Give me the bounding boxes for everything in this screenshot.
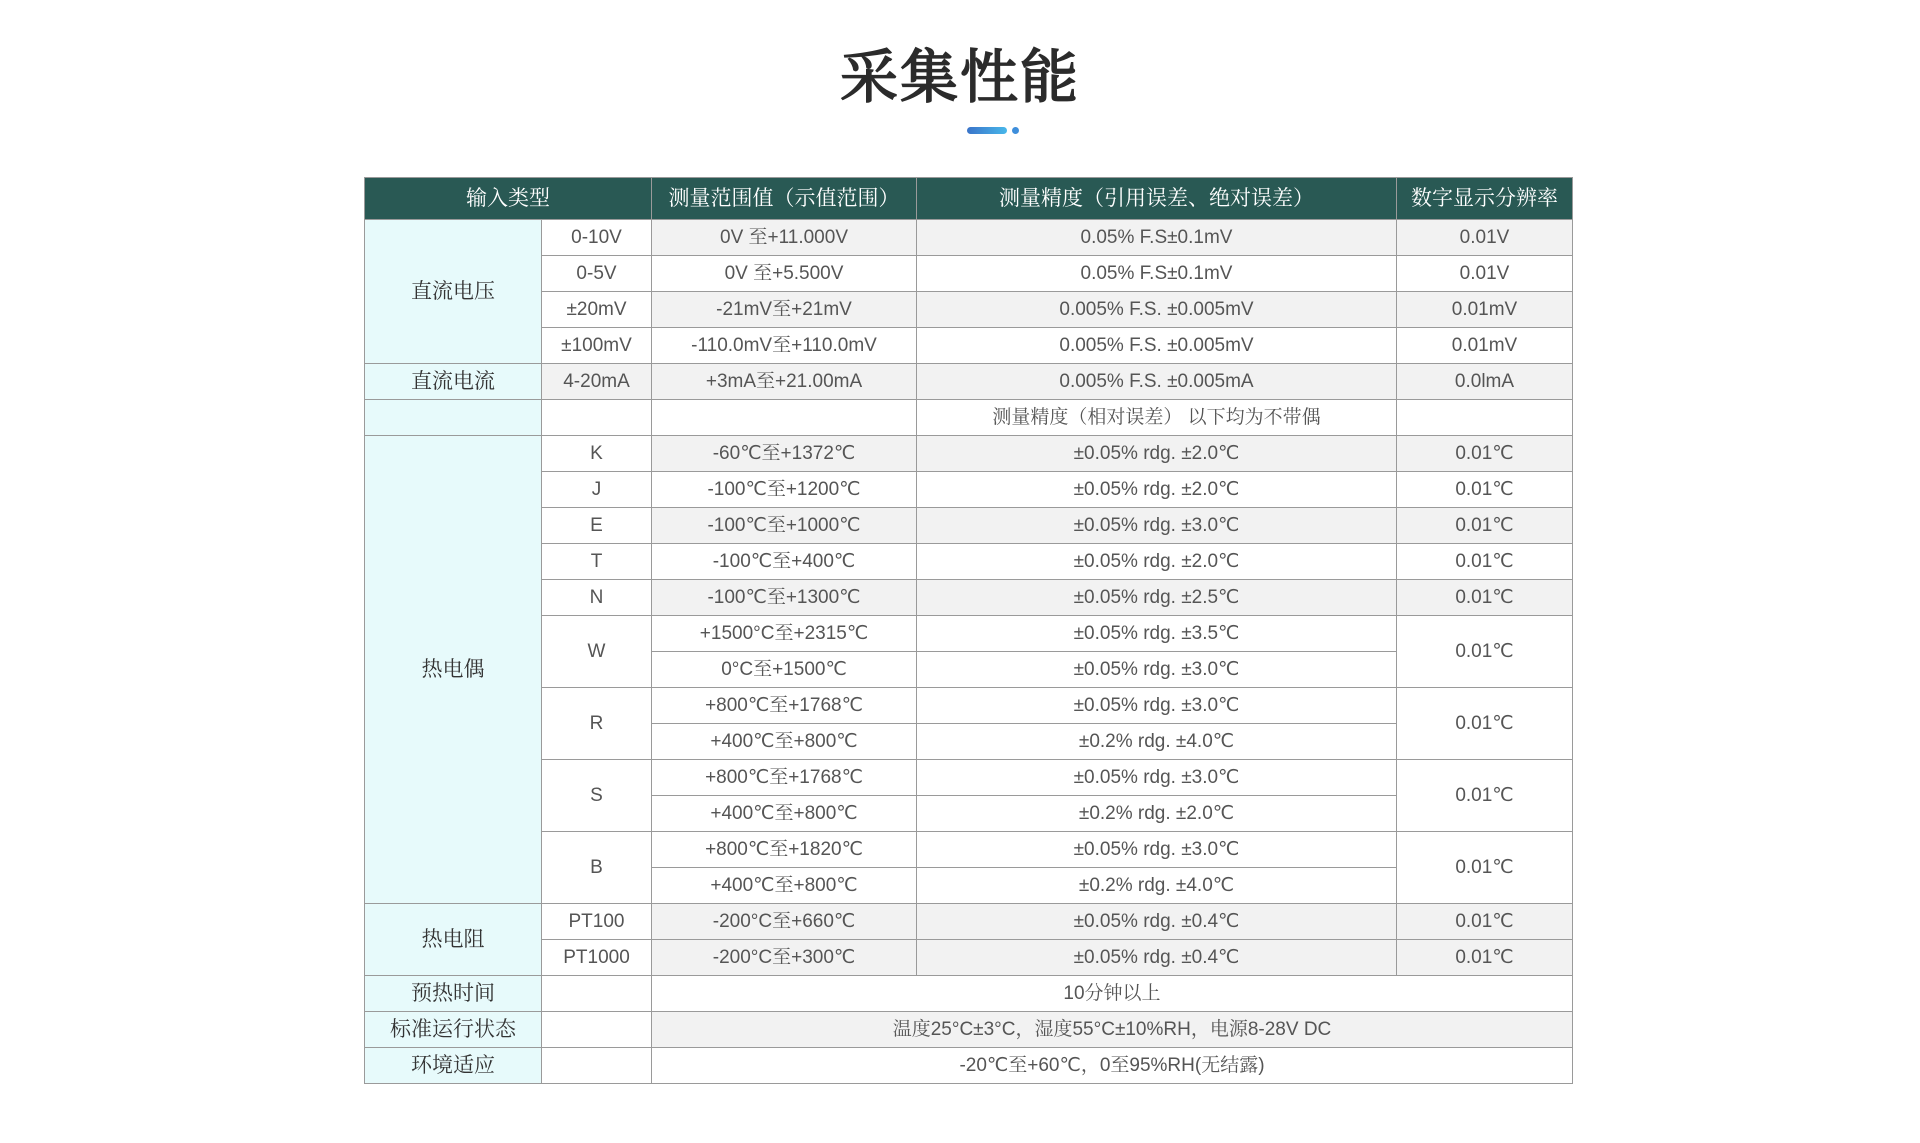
warmup-sub-empty bbox=[542, 976, 652, 1012]
sub-type: PT100 bbox=[542, 904, 652, 940]
header-range: 测量范围值（示值范围） bbox=[652, 178, 917, 220]
category-standard: 标准运行状态 bbox=[365, 1012, 542, 1048]
range-cell: +1500°C至+2315℃ bbox=[652, 616, 917, 652]
table-row bbox=[365, 904, 1573, 940]
table-row bbox=[365, 760, 1573, 796]
resolution-cell: 0.01mV bbox=[1397, 328, 1573, 364]
sub-type: 0-5V bbox=[542, 256, 652, 292]
range-cell: +800℃至+1768℃ bbox=[652, 688, 917, 724]
range-cell: -100℃至+400℃ bbox=[652, 544, 917, 580]
range-cell: -21mV至+21mV bbox=[652, 292, 917, 328]
accuracy-cell: ±0.05% rdg. ±2.0℃ bbox=[917, 436, 1397, 472]
table-row bbox=[365, 976, 1573, 1012]
accuracy-cell: ±0.05% rdg. ±3.0℃ bbox=[917, 508, 1397, 544]
range-cell: +400℃至+800℃ bbox=[652, 868, 917, 904]
thermocouple-type-n: N bbox=[542, 580, 652, 616]
range-cell: +800℃至+1768℃ bbox=[652, 760, 917, 796]
resolution-cell: 0.01V bbox=[1397, 220, 1573, 256]
note-sub-empty bbox=[542, 400, 652, 436]
note-row bbox=[365, 400, 1573, 436]
standard-sub-empty bbox=[542, 1012, 652, 1048]
accuracy-cell: ±0.05% rdg. ±0.4℃ bbox=[917, 940, 1397, 976]
title-underline-dot bbox=[1012, 127, 1019, 134]
range-cell: -100℃至+1200℃ bbox=[652, 472, 917, 508]
accuracy-cell: 0.05% F.S±0.1mV bbox=[917, 220, 1397, 256]
sub-type: 4-20mA bbox=[542, 364, 652, 400]
table-row bbox=[365, 436, 1573, 472]
environment-sub-empty bbox=[542, 1048, 652, 1084]
category-rtd: 热电阻 bbox=[365, 904, 542, 976]
range-cell: -110.0mV至+110.0mV bbox=[652, 328, 917, 364]
accuracy-cell: ±0.05% rdg. ±3.0℃ bbox=[917, 652, 1397, 688]
accuracy-cell: 0.005% F.S. ±0.005mV bbox=[917, 292, 1397, 328]
accuracy-cell: ±0.2% rdg. ±4.0℃ bbox=[917, 868, 1397, 904]
table-row bbox=[365, 508, 1573, 544]
warmup-value: 10分钟以上 bbox=[652, 976, 1573, 1012]
thermocouple-type-b: B bbox=[542, 832, 652, 904]
category-dc-voltage: 直流电压 bbox=[365, 220, 542, 364]
resolution-cell: 0.01℃ bbox=[1397, 508, 1573, 544]
note-resolution-empty bbox=[1397, 400, 1573, 436]
table-row bbox=[365, 328, 1573, 364]
range-cell: -200°C至+300℃ bbox=[652, 940, 917, 976]
accuracy-cell: 0.005% F.S. ±0.005mA bbox=[917, 364, 1397, 400]
header-resolution: 数字显示分辨率 bbox=[1397, 178, 1573, 220]
range-cell: 0V 至+5.500V bbox=[652, 256, 917, 292]
resolution-cell: 0.0lmA bbox=[1397, 364, 1573, 400]
resolution-cell: 0.01V bbox=[1397, 256, 1573, 292]
table-row bbox=[365, 292, 1573, 328]
range-cell: +400℃至+800℃ bbox=[652, 724, 917, 760]
range-cell: +3mA至+21.00mA bbox=[652, 364, 917, 400]
table-row bbox=[365, 220, 1573, 256]
environment-value: -20℃至+60℃，0至95%RH(无结露) bbox=[652, 1048, 1573, 1084]
accuracy-cell: ±0.05% rdg. ±2.5℃ bbox=[917, 580, 1397, 616]
category-environment: 环境适应 bbox=[365, 1048, 542, 1084]
table-row bbox=[365, 1048, 1573, 1084]
accuracy-cell: ±0.05% rdg. ±3.5℃ bbox=[917, 616, 1397, 652]
table-header-row bbox=[365, 178, 1573, 220]
resolution-cell: 0.01℃ bbox=[1397, 436, 1573, 472]
page-title: 采集性能 bbox=[839, 43, 1080, 111]
resolution-cell: 0.01℃ bbox=[1397, 580, 1573, 616]
table-row bbox=[365, 472, 1573, 508]
range-cell: -60℃至+1372℃ bbox=[652, 436, 917, 472]
thermocouple-type-j: J bbox=[542, 472, 652, 508]
resolution-cell: 0.01℃ bbox=[1397, 544, 1573, 580]
title-underline-bar bbox=[967, 127, 1007, 134]
table-row bbox=[365, 940, 1573, 976]
accuracy-cell: ±0.05% rdg. ±3.0℃ bbox=[917, 760, 1397, 796]
thermocouple-type-s: S bbox=[542, 760, 652, 832]
note-category-empty bbox=[365, 400, 542, 436]
performance-table bbox=[364, 177, 1573, 1084]
resolution-cell: 0.01mV bbox=[1397, 292, 1573, 328]
accuracy-cell: 0.005% F.S. ±0.005mV bbox=[917, 328, 1397, 364]
resolution-cell: 0.01℃ bbox=[1397, 616, 1573, 688]
resolution-cell: 0.01℃ bbox=[1397, 940, 1573, 976]
range-cell: +800℃至+1820℃ bbox=[652, 832, 917, 868]
category-dc-current: 直流电流 bbox=[365, 364, 542, 400]
thermocouple-type-t: T bbox=[542, 544, 652, 580]
resolution-cell: 0.01℃ bbox=[1397, 472, 1573, 508]
table-row bbox=[365, 832, 1573, 868]
accuracy-cell: 0.05% F.S±0.1mV bbox=[917, 256, 1397, 292]
sub-type: PT1000 bbox=[542, 940, 652, 976]
accuracy-cell: ±0.05% rdg. ±3.0℃ bbox=[917, 832, 1397, 868]
resolution-cell: 0.01℃ bbox=[1397, 904, 1573, 940]
range-cell: -100℃至+1000℃ bbox=[652, 508, 917, 544]
header-input-type: 输入类型 bbox=[365, 178, 652, 220]
table-row bbox=[365, 616, 1573, 652]
table-row bbox=[365, 1012, 1573, 1048]
category-thermocouple: 热电偶 bbox=[365, 436, 542, 904]
accuracy-cell: ±0.05% rdg. ±2.0℃ bbox=[917, 472, 1397, 508]
range-cell: 0°C至+1500℃ bbox=[652, 652, 917, 688]
note-range-empty bbox=[652, 400, 917, 436]
accuracy-cell: ±0.2% rdg. ±2.0℃ bbox=[917, 796, 1397, 832]
accuracy-cell: ±0.2% rdg. ±4.0℃ bbox=[917, 724, 1397, 760]
accuracy-cell: ±0.05% rdg. ±2.0℃ bbox=[917, 544, 1397, 580]
range-cell: +400℃至+800℃ bbox=[652, 796, 917, 832]
thermocouple-type-r: R bbox=[542, 688, 652, 760]
accuracy-cell: ±0.05% rdg. ±0.4℃ bbox=[917, 904, 1397, 940]
range-cell: -100℃至+1300℃ bbox=[652, 580, 917, 616]
sub-type: 0-10V bbox=[542, 220, 652, 256]
range-cell: 0V 至+11.000V bbox=[652, 220, 917, 256]
header-accuracy: 测量精度（引用误差、绝对误差） bbox=[917, 178, 1397, 220]
thermocouple-type-e: E bbox=[542, 508, 652, 544]
note-text: 测量精度（相对误差） 以下均为不带偶 bbox=[917, 400, 1397, 436]
table-row bbox=[365, 688, 1573, 724]
resolution-cell: 0.01℃ bbox=[1397, 832, 1573, 904]
sub-type: ±100mV bbox=[542, 328, 652, 364]
thermocouple-type-w: W bbox=[542, 616, 652, 688]
resolution-cell: 0.01℃ bbox=[1397, 760, 1573, 832]
thermocouple-type-k: K bbox=[542, 436, 652, 472]
table-row bbox=[365, 580, 1573, 616]
table-row bbox=[365, 364, 1573, 400]
table-row bbox=[365, 544, 1573, 580]
range-cell: -200°C至+660℃ bbox=[652, 904, 917, 940]
table-row bbox=[365, 256, 1573, 292]
standard-value: 温度25°C±3°C，湿度55°C±10%RH，电源8-28V DC bbox=[652, 1012, 1573, 1048]
accuracy-cell: ±0.05% rdg. ±3.0℃ bbox=[917, 688, 1397, 724]
resolution-cell: 0.01℃ bbox=[1397, 688, 1573, 760]
sub-type: ±20mV bbox=[542, 292, 652, 328]
category-warmup: 预热时间 bbox=[365, 976, 542, 1012]
